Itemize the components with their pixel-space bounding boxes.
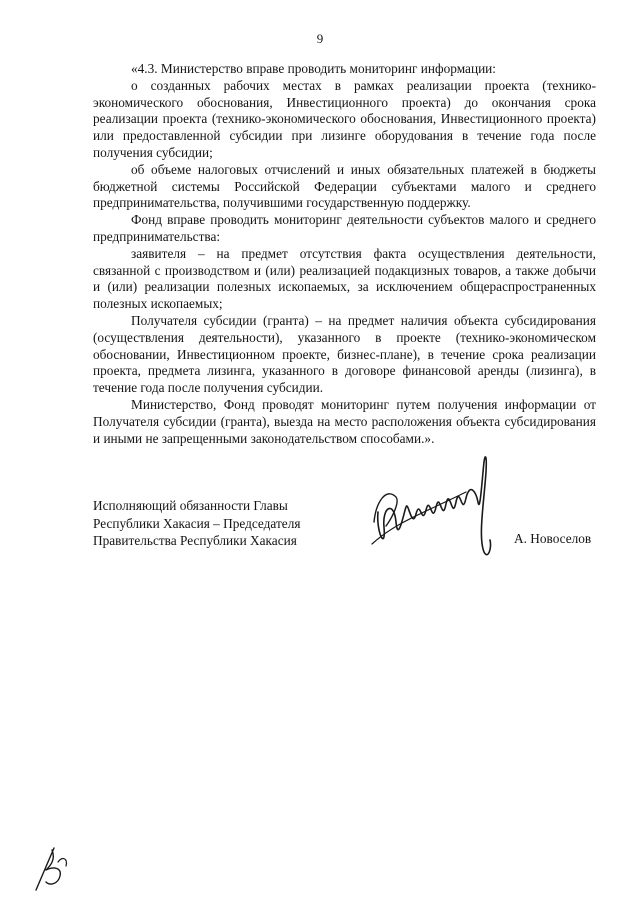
paragraph: Фонд вправе проводить мониторинг деятельности субъектов малого и среднего предпринимательства: <box>93 212 596 244</box>
paragraph: Министерство, Фонд проводят мониторинг путем получения информации от Получателя субсидии (гранта), выезда на место расположения объекта субсидирования и иными не запрещенными законодательством способами.». <box>93 396 596 446</box>
handwritten-signature <box>366 452 516 572</box>
document-body <box>93 61 596 447</box>
signatory-position-line: Исполняющий обязанности Главы <box>93 498 288 513</box>
paragraph: Получателя субсидии (гранта) – на предмет наличия объекта субсидирования (осуществления деятельности), указанного в проекте (технико-экономическом обосновании, Инвестиционном проекте, бизнес-плане), в течение срока реализации проекта, предмета лизинга, указанного в договоре финансовой аренды (лизинга), в течение года после получения субсидии. <box>93 312 596 396</box>
paragraph: об объеме налоговых отчислений и иных обязательных платежей в бюджеты бюджетной системы Российской Федерации субъектами малого и среднего предпринимательства, получившими государственную поддержку. <box>93 161 596 211</box>
handwritten-initials <box>28 840 78 895</box>
paragraph: «4.3. Министерство вправе проводить мониторинг информации: <box>131 61 496 76</box>
page-number: 9 <box>316 31 324 46</box>
signatory-position <box>93 497 300 550</box>
paragraph: заявителя – на предмет отсутствия факта осуществления деятельности, связанной с производством и (или) реализацией подакцизных товаров, а также добычи и (или) реализации полезных ископаемых, за исключением общераспространенных полезных ископаемых; <box>93 245 596 312</box>
signatory-position-line: Правительства Республики Хакасия <box>93 533 297 548</box>
signatory-name: А. Новоселов <box>514 531 592 546</box>
paragraph: о созданных рабочих местах в рамках реализации проекта (технико-экономического обоснования, Инвестиционного проекта) до окончания срока реализации проекта (технико-экономического обоснования, Инвестиционного проекта) или предоставленной субсидии при лизинге оборудования в течение года после получения субсидии; <box>93 77 596 160</box>
signatory-position-line: Республики Хакасия – Председателя <box>93 515 301 531</box>
